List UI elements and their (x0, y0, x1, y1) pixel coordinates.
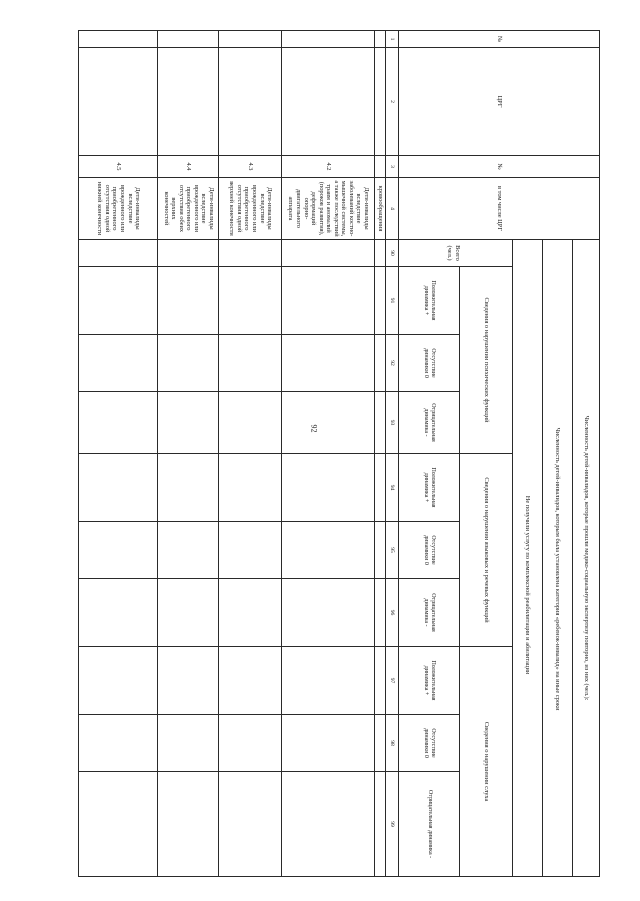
col-index: 4 (386, 178, 399, 240)
row-label: Дети-инвалиды вследствие врожденного или приобретенного отсутствия обеих верхних конечностей (158, 178, 219, 240)
header-sub-no: № (399, 156, 600, 178)
report-table (78, 30, 600, 877)
col-index: 94 (386, 454, 399, 522)
row-label: Дети-инвалиды вследствие врожденного или приобретенного отсутствия одной нижней конечности (79, 178, 158, 240)
header-not-received: Не получили услугу по комплексной реабилитации и абилитации (513, 240, 543, 877)
rotated-report-sheet (60, 30, 600, 876)
header-speech-none: Отсутствие динамики 0 (399, 522, 460, 579)
row-label: Дети-инвалиды вследствие заболеваний костно-мышечной системы, а также последствий травм и аномалий (пороков развития), деформаций опорно-двигательного аппарата (282, 178, 375, 240)
row-number (375, 156, 386, 178)
col-index: 90 (386, 240, 399, 267)
table-row (158, 31, 219, 877)
row-label: кровообращения (375, 178, 386, 240)
col-index: 92 (386, 335, 399, 392)
col-index: 95 (386, 522, 399, 579)
header-total: Всего (чел.) (399, 240, 513, 267)
header-mental-none: Отсутствие динамики 0 (399, 335, 460, 392)
header-speech-pos: Положительная динамика + (399, 454, 460, 522)
col-index: 96 (386, 579, 399, 647)
header-mental-neg: Отрицательная динамика - (399, 392, 460, 454)
col-index: 97 (386, 647, 399, 715)
header-sensory-none: Отсутствие динамики 0 (399, 715, 460, 772)
header-speech: Сведения о нарушении языковых и речевых функций (460, 454, 513, 647)
row-label: Дети-инвалиды вследствие врожденного или приобретенного отсутствия одной верхней конечности (219, 178, 282, 240)
table-row (219, 31, 282, 877)
header-mental: Сведения о нарушении психических функций (460, 267, 513, 454)
header-sensory-neg: Отрицательная динамика - (399, 772, 460, 877)
col-index: 98 (386, 715, 399, 772)
header-main-title: Численность детей-инвалидов, которые прошли медико-социальную экспертизу повторно, из них (чел.): (573, 240, 600, 877)
page-number: 92 (309, 424, 319, 433)
header-sensory: Сведения о нарушении слуха (460, 647, 513, 877)
col-index: 2 (386, 48, 399, 156)
row-number: 4.3 (219, 156, 282, 178)
table-row (375, 31, 386, 877)
col-index: 3 (386, 156, 399, 178)
col-index: 99 (386, 772, 399, 877)
header-mental-pos: Положительная динамика + (399, 267, 460, 335)
row-number: 4.4 (158, 156, 219, 178)
table-row (282, 31, 375, 877)
header-no: № (399, 31, 600, 48)
table-row (79, 31, 158, 877)
header-incl-crg: в том числе ЦРГ (399, 178, 600, 240)
row-number: 4.2 (282, 156, 375, 178)
row-number: 4.5 (79, 156, 158, 178)
col-index: 91 (386, 267, 399, 335)
col-index: 93 (386, 392, 399, 454)
header-speech-neg: Отрицательная динамика - (399, 579, 460, 647)
header-crg: ЦРГ (399, 48, 600, 156)
header-sensory-pos: Положительная динамика + (399, 647, 460, 715)
col-index: 1 (386, 31, 399, 48)
header-established: Численность детей-инвалидов, которым была установлена категория «ребенок-инвалид» на иные сроки (543, 240, 573, 877)
